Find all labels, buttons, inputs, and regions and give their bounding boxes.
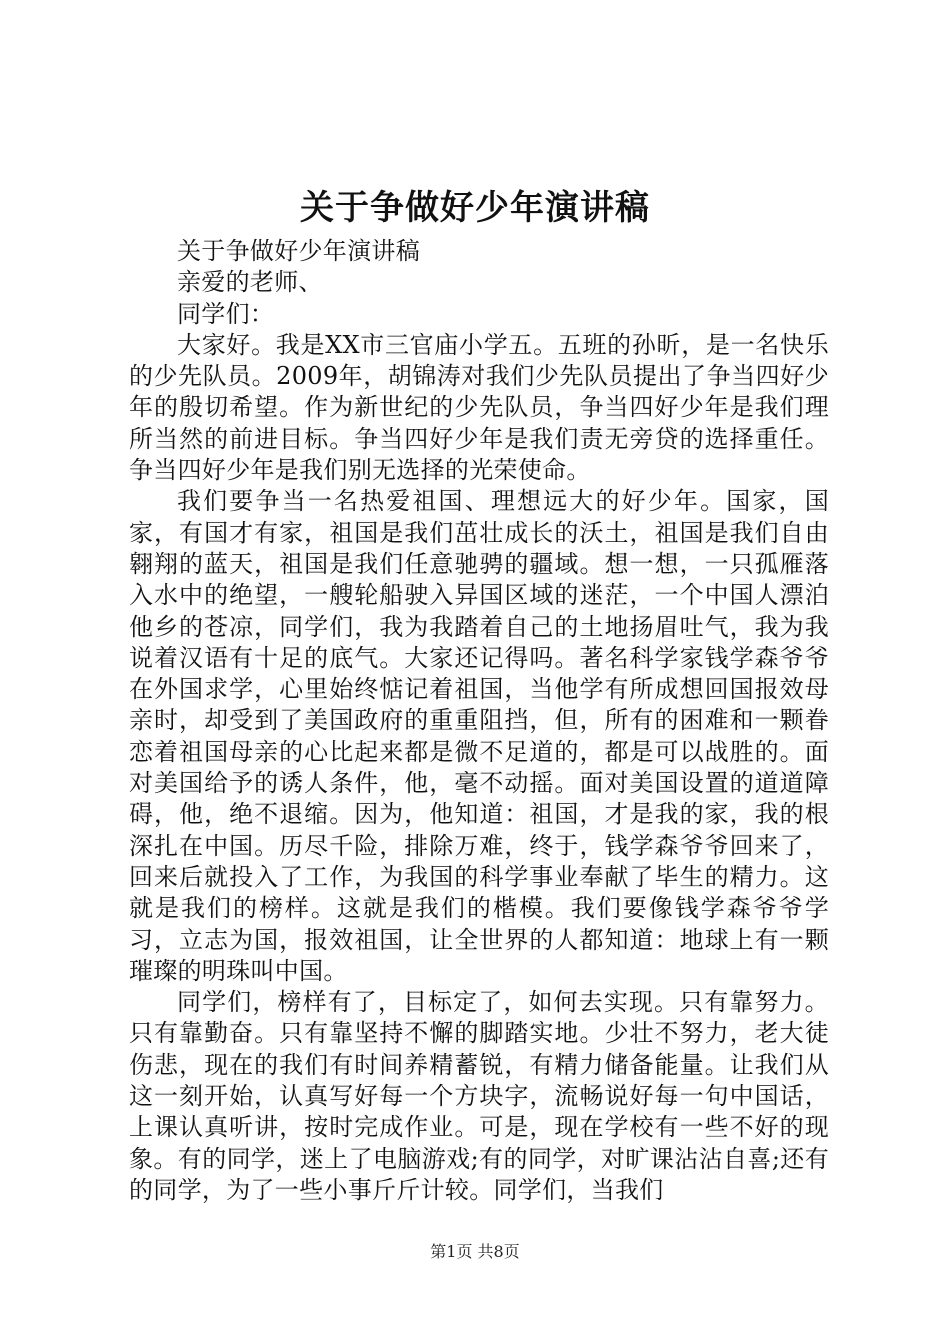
paragraph: 我们要争当一名热爱祖国、理想远大的好少年。国家，国家，有国才有家，祖国是我们茁壮成长的沃土，祖国是我们自由翱翔的蓝天，祖国是我们任意驰骋的疆域。想一想，一只孤雁落入水中的绝望，一艘轮船驶入异国区域的迷茫，一个中国人漂泊他乡的苍凉，同学们，我为我踏着自己的土地扬眉吐气，我为我说着汉语有十足的底气。大家还记得吗。著名科学家钱学森爷爷在外国求学，心里始终惦记着祖国，当他学有所成想回国报效母亲时，却受到了美国政府的重重阻挡，但，所有的困难和一颗眷恋着祖国母亲的心比起来都是微不足道的，都是可以战胜的。面对美国给予的诱人条件，他，毫不动摇。面对美国设置的道道障碍，他，绝不退缩。因为，他知道：祖国，才是我的家，我的根深扎在中国。历尽千险，排除万难，终于，钱学森爷爷回来了，回来后就投入了工作，为我国的科学事业奉献了毕生的精力。这就是我们的榜样。这就是我们的楷模。我们要像钱学森爷爷学习，立志为国，报效祖国，让全世界的人都知道：地球上有一颗璀璨的明珠叫中国。 <box>129 487 829 985</box>
paragraph: 大家好。我是XX市三官庙小学五。五班的孙昕，是一名快乐的少先队员。2009年，胡锦涛对我们少先队员提出了争当四好少年的殷切希望。作为新世纪的少先队员，争当四好少年是我们理所当然的前进目标。争当四好少年是我们责无旁贷的选择重任。争当四好少年是我们别无选择的光荣使命。 <box>129 330 829 485</box>
paragraph-salutation: 亲爱的老师、 <box>177 268 323 297</box>
document-body <box>129 236 829 1206</box>
page-footer: 第1页 共8页 <box>430 1242 520 1261</box>
document-title: 关于争做好少年演讲稿 <box>300 188 650 228</box>
paragraph-salutation-2: 同学们： <box>177 299 275 328</box>
paragraph: 同学们，榜样有了，目标定了，如何去实现。只有靠努力。只有靠勤奋。只有靠坚持不懈的脚踏实地。少壮不努力，老大徒伤悲，现在的我们有时间养精蓄锐，有精力储备能量。让我们从这一刻开始，认真写好每一个方块字，流畅说好每一句中国话，上课认真听讲，按时完成作业。可是，现在学校有一些不好的现象。有的同学，迷上了电脑游戏;有的同学，对旷课沾沾自喜;还有的同学，为了一些小事斤斤计较。同学们，当我们 <box>129 988 829 1204</box>
paragraph-heading: 关于争做好少年演讲稿 <box>177 237 420 265</box>
